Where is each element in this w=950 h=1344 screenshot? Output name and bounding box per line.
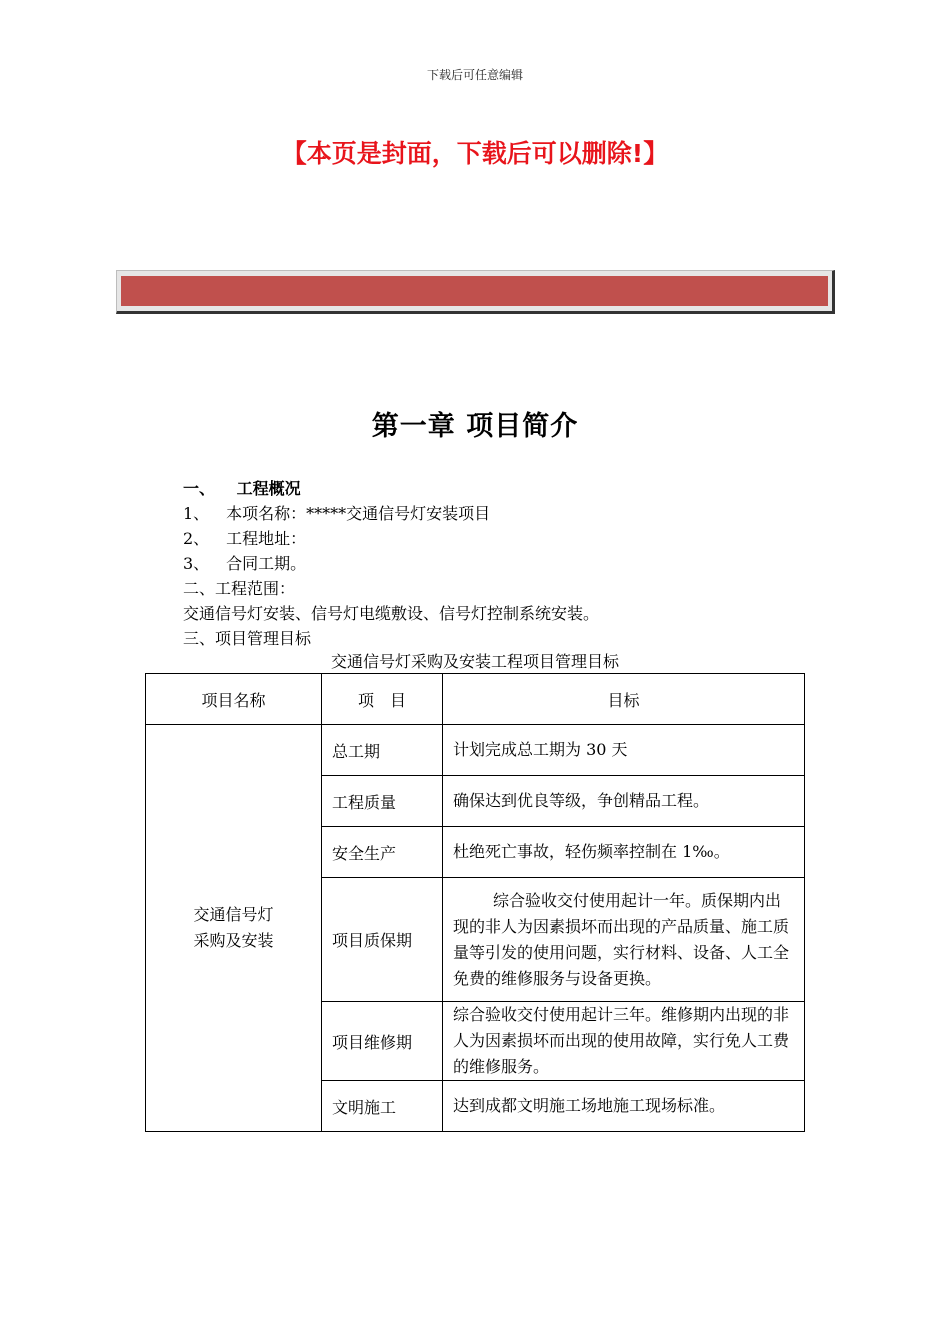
header-cell: 目标 [443,674,805,725]
item-cell: 总工期 [322,725,443,776]
project-name-cell: 交通信号灯 采购及安装 [146,725,322,1132]
cover-notice: 【本页是封面，下载后可以删除!】 [281,139,669,168]
item-cell: 文明施工 [322,1081,443,1132]
overview-item [183,501,490,524]
scope-text: 交通信号灯安装、信号灯电缆敷设、信号灯控制系统安装。 [183,604,600,623]
section-heading-overview [183,476,301,499]
header-cell: 项目名称 [146,674,322,725]
item-cell: 项目维修期 [322,1002,443,1081]
overview-item [183,526,306,549]
table-header-row [146,674,805,725]
goal-cell: 杜绝死亡事故，轻伤频率控制在 1‰。 [443,827,805,878]
goals-table [145,673,805,1132]
item-cell: 项目质保期 [322,878,443,1002]
item-cell: 安全生产 [322,827,443,878]
item-text: 本项名称：*****交通信号灯安装项目 [226,504,491,523]
item-text: 工程地址： [226,529,307,548]
section-heading-text: 工程概况 [236,479,301,498]
goal-cell: 综合验收交付使用起计一年。质保期内出现的非人为因素损坏而出现的产品质量、施工质量等引发的使用问题，实行材料、设备、人工全免费的维修服务与设备更换。 [443,878,805,1002]
goals-heading: 三、项目管理目标 [183,629,312,648]
goal-cell: 综合验收交付使用起计三年。维修期内出现的非人为因素损坏而出现的使用故障，实行免人工费的维修服务。 [443,1002,805,1081]
item-text: 合同工期。 [226,554,307,573]
goal-cell: 达到成都文明施工场地施工现场标准。 [443,1081,805,1132]
header-cell: 项 目 [322,674,443,725]
table-row [146,725,805,776]
item-number: 1、 [183,504,210,523]
scope-heading: 二、工程范围： [183,579,296,598]
overview-item [183,551,306,574]
goal-cell: 确保达到优良等级，争创精品工程。 [443,776,805,827]
chapter-title: 第一章 项目简介 [371,411,579,442]
item-number: 2、 [183,529,210,548]
item-number: 3、 [183,554,210,573]
item-cell: 工程质量 [322,776,443,827]
goal-cell: 计划完成总工期为 30 天 [443,725,805,776]
section-number: 一、 [183,479,216,498]
table-caption: 交通信号灯采购及安装工程项目管理目标 [330,652,619,671]
decorative-red-bar [121,276,828,306]
header-note: 下载后可任意编辑 [426,68,523,82]
decorative-banner [116,270,835,314]
